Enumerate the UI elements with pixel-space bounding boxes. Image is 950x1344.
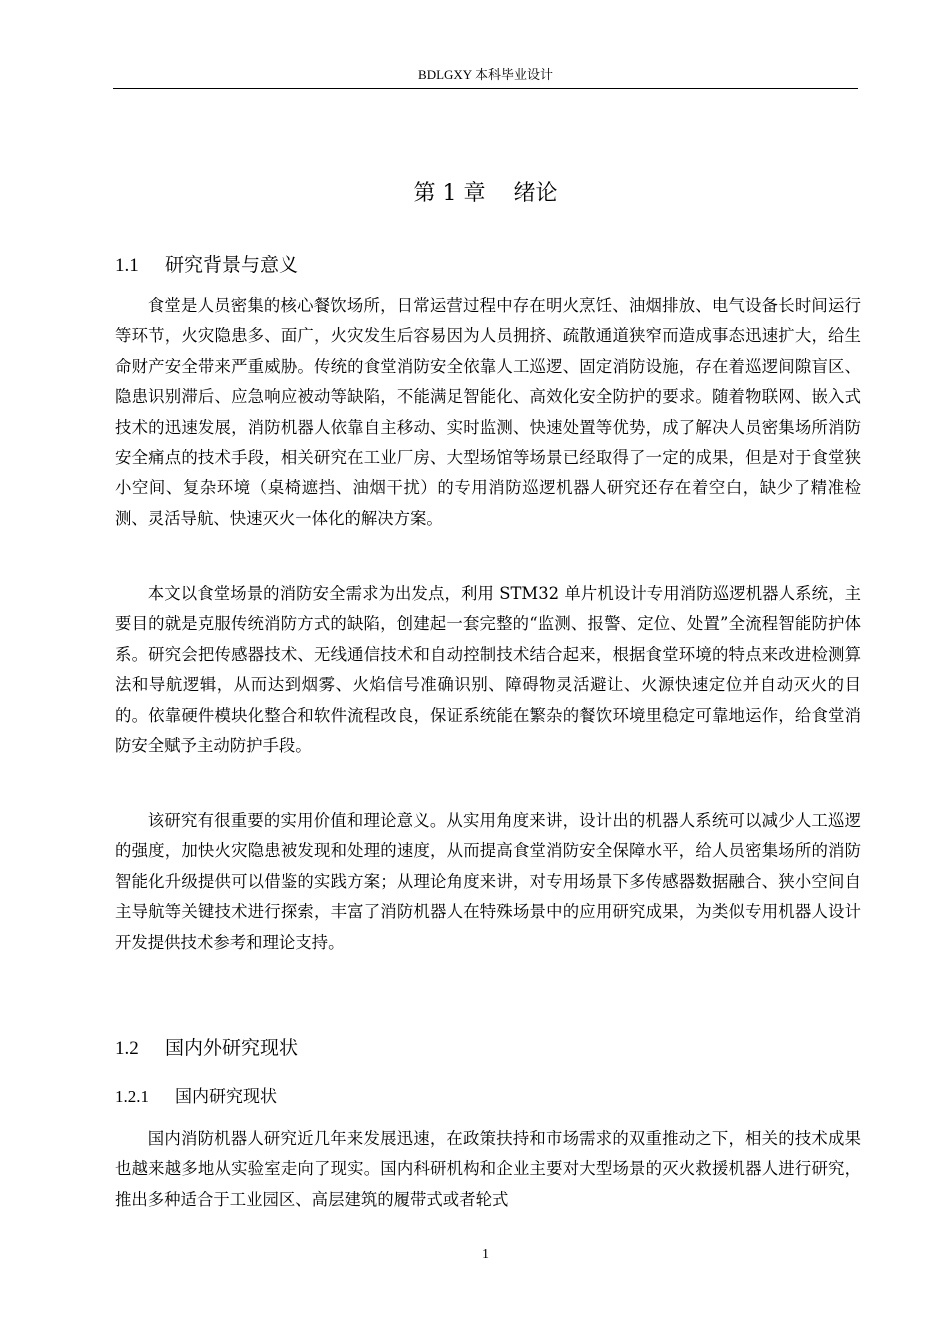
section-title-text: 国内外研究现状 xyxy=(165,1037,299,1059)
subsection-title-text: 国内研究现状 xyxy=(175,1087,277,1107)
section-heading-1-2 xyxy=(115,1034,298,1063)
section-number: 1.2 xyxy=(115,1038,139,1059)
section-heading-1-1 xyxy=(115,251,298,280)
header-rule xyxy=(113,88,858,89)
page-header: BDLGXY 本科毕业设计 xyxy=(418,67,553,82)
body-paragraph: 国内消防机器人研究近几年来发展迅速，在政策扶持和市场需求的双重推动之下，相关的技术成果也越来越多地从实验室走向了现实。国内科研机构和企业主要对大型场景的灭火救援机器人进行研究，推出多种适合于工业园区、高层建筑的履带式或者轮式 xyxy=(115,1129,861,1209)
page-number: 1 xyxy=(482,1247,489,1262)
subsection-heading-1-2-1 xyxy=(115,1084,277,1110)
section-number: 1.1 xyxy=(115,255,139,276)
subsection-number: 1.2.1 xyxy=(115,1087,149,1106)
body-paragraph: 该研究有很重要的实用价值和理论意义。从实用角度来讲，设计出的机器人系统可以减少人工巡逻的强度，加快火灾隐患被发现和处理的速度，从而提高食堂消防安全保障水平，给人员密集场所的消防智能化升级提供可以借鉴的实践方案；从理论角度来讲，对专用场景下多传感器数据融合、狭小空间自主导航等关键技术进行探索，丰富了消防机器人在特殊场景中的应用研究成果，为类似专用机器人设计开发提供技术参考和理论支持。 xyxy=(115,811,861,952)
body-paragraph: 本文以食堂场景的消防安全需求为出发点，利用 STM32 单片机设计专用消防巡逻机器人系统，主要目的就是克服传统消防方式的缺陷，创建起一套完整的“监测、报警、定位、处置”全流程智能防护体系。研究会把传感器技术、无线通信技术和自动控制技术结合起来，根据食堂环境的特点来改进检测算法和导航逻辑，从而达到烟雾、火焰信号准确识别、障碍物灵活避让、火源快速定位并自动灭火的目的。依靠硬件模块化整合和软件流程改良，保证系统能在繁杂的餐饮环境里稳定可靠地运作，给食堂消防安全赋予主动防护手段。 xyxy=(115,584,861,756)
section-title-text: 研究背景与意义 xyxy=(165,254,299,276)
body-paragraph: 食堂是人员密集的核心餐饮场所，日常运营过程中存在明火烹饪、油烟排放、电气设备长时间运行等环节，火灾隐患多、面广，火灾发生后容易因为人员拥挤、疏散通道狭窄而造成事态迅速扩大，给生命财产安全带来严重威胁。传统的食堂消防安全依靠人工巡逻、固定消防设施，存在着巡逻间隙盲区、隐患识别滞后、应急响应被动等缺陷，不能满足智能化、高效化安全防护的要求。随着物联网、嵌入式技术的迅速发展，消防机器人依靠自主移动、实时监测、快速处置等优势，成了解决人员密集场所消防安全痛点的技术手段，相关研究在工业厂房、大型场馆等场景已经取得了一定的成果，但是对于食堂狭小空间、复杂环境（桌椅遮挡、油烟干扰）的专用消防巡逻机器人研究还存在着空白，缺少了精准检测、灵活导航、快速灭火一体化的解决方案。 xyxy=(115,296,861,528)
chapter-title: 第 1 章 绪论 xyxy=(413,181,558,206)
